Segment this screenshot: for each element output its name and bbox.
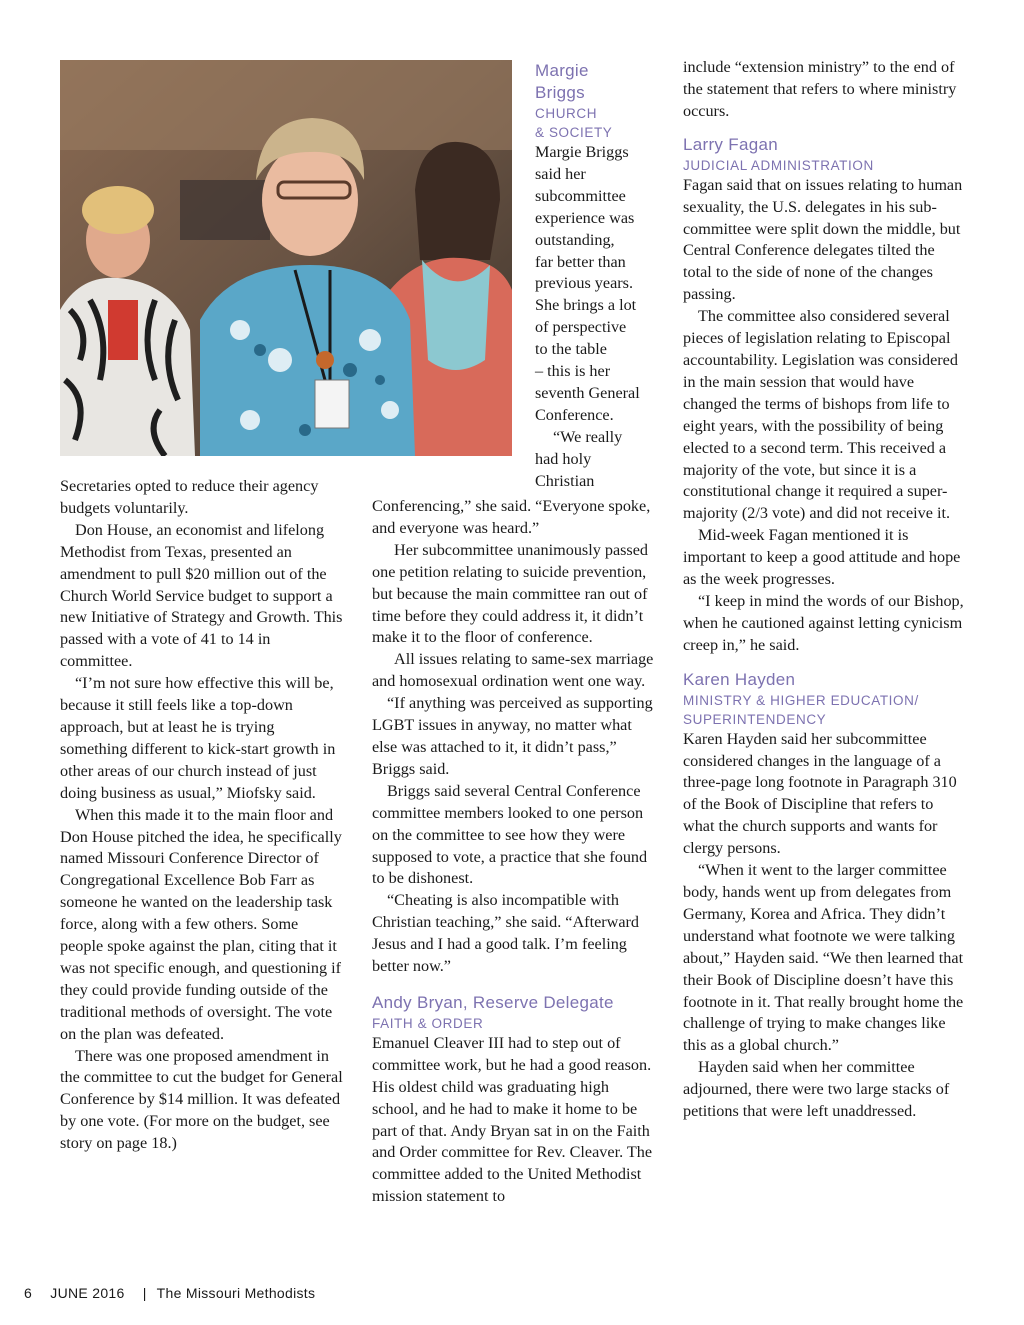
text-line: She brings a lot xyxy=(535,296,637,315)
page-footer xyxy=(24,1285,329,1301)
section-subtitle: CHURCH xyxy=(535,106,598,121)
section-name: Briggs xyxy=(535,83,585,102)
article-photo xyxy=(60,60,512,456)
section-subtitle: FAITH & ORDER xyxy=(372,1015,484,1031)
column-1 xyxy=(60,476,344,1155)
paragraph: There was one proposed amendment in the committee to cut the budget for General Conference by $14 million. It was defeated by one vote. (For more on the budget, see story on page 18.) xyxy=(60,1046,343,1153)
text-line: seventh General xyxy=(535,383,640,402)
paragraph: Karen Hayden said her subcommittee considered changes in the language of a three-page long footnote in Paragraph 310 of the Book of Discipline that refers to what the church supports and wants for clergy persons. xyxy=(683,729,957,858)
paragraph: Don House, an economist and lifelong Methodist from Texas, presented an amendment to pull $20 million out of the Church World Service budget to support a new Initiative of Strategy and Growth. This passed with a vote of 41 to 14 in committee. xyxy=(60,520,343,671)
text-line: – this is her xyxy=(535,362,611,381)
text-line: to the table xyxy=(535,340,607,359)
paragraph: include “extension ministry” to the end of the statement that refers to where ministry occurs. xyxy=(683,58,957,120)
section-name: Margie xyxy=(535,61,589,80)
page-number: 6 xyxy=(24,1285,33,1301)
text-line: experience was xyxy=(535,208,635,227)
paragraph: Emanuel Cleaver III had to step out of committee work, but he had a good reason. His oldest child was graduating high school, and he had to make it home to be part of that. Andy Bryan sat in on the Faith and Order committee for Rev. Cleaver. The committee added to the United Methodist mission statement to xyxy=(372,1033,653,1206)
section-name: Karen Hayden xyxy=(683,669,796,689)
text-line: previous years. xyxy=(535,274,633,293)
bryan-section xyxy=(372,992,656,1208)
section-name: Andy Bryan, Reserve Delegate xyxy=(372,992,614,1012)
briggs-section-header xyxy=(535,60,661,493)
text-line: said her xyxy=(535,164,586,183)
section-subtitle: MINISTRY & HIGHER EDUCATION/ xyxy=(683,692,919,708)
text-line: subcommittee xyxy=(535,186,626,205)
publication-name: The Missouri Methodists xyxy=(156,1285,316,1301)
text-line: of perspective xyxy=(535,318,627,337)
paragraph: “If anything was perceived as supporting LGBT issues in anyway, no matter what else was attached to it, it didn’t pass,” Briggs said. xyxy=(372,694,653,778)
paragraph: Hayden said when her committee adjourned, there were two large stacks of petitions that were left unaddressed. xyxy=(683,1058,950,1121)
paragraph: All issues relating to same-sex marriage and homosexual ordination went one way. xyxy=(372,650,654,691)
paragraph: Her subcommittee unanimously passed one petition relating to suicide prevention, but because the main committee ran out of time before they could address it, it didn’t make it to the floor of conference. xyxy=(372,540,649,647)
paragraph: Fagan said that on issues relating to human sexuality, the U.S. delegates in his sub-committee were split down the middle, but Central Conference delegates tilted the total to the side of none of the changes passing. xyxy=(683,175,963,304)
text-line: “We really xyxy=(553,427,623,446)
briggs-narrow-text xyxy=(535,142,661,493)
text-line: Conference. xyxy=(535,405,614,424)
paragraph: Briggs said several Central Conference committee members looked to one person on the committee to see how they were supposed to vote, a practice that she found to be dishonest. xyxy=(372,781,648,888)
paragraph: Conferencing,” she said. “Everyone spoke, and everyone was heard.” xyxy=(372,497,651,537)
paragraph: The committee also considered several pieces of legislation relating to Episcopal accountability. Legislation was considered in the main session that would have changed the terms of bishops from life to eight years, with the possibility of being elected to a second term. This received a majority of the vote, but since it is a constitutional change it required a super-majority (2/3 vote) and did not receive it. xyxy=(683,307,958,523)
paragraph: When this made it to the main floor and Don House pitched the idea, he specifically named Missouri Conference Director of Congregational Excellence Bob Farr as someone he wanted on the leadership task force, along with a few others. Some people spoke against the plan, citing that it was not specific enough, and questioning if they could provide funding outside of the traditional methods of oversight. The vote on the plan was defeated. xyxy=(60,805,342,1043)
paragraph: “Cheating is also incompatible with Christian teaching,” she said. “Afterward Jesus and I had a good talk. I’m feeling better now.” xyxy=(372,891,639,976)
text-line: outstanding, xyxy=(535,230,615,249)
section-subtitle: JUDICIAL ADMINISTRATION xyxy=(683,157,874,173)
fagan-section xyxy=(683,134,965,657)
column-3 xyxy=(683,57,965,1123)
text-line: Margie Briggs xyxy=(535,143,629,161)
text-line: Christian xyxy=(535,471,595,490)
paragraph: “When it went to the larger committee body, hands went up from delegates from Germany, Korea and Africa. They didn’t understand what footnote we were talking about,” Hayden said. “We then learned that their Book of Discipline doesn’t have this footnote in it. That really brought home the challenge of trying to make changes like this as a global church.” xyxy=(683,861,964,1055)
column-2 xyxy=(372,496,656,1208)
photo-three-women xyxy=(60,60,512,456)
text-line: far better than xyxy=(535,252,626,271)
footer-separator: | xyxy=(142,1285,147,1301)
issue-date: JUNE 2016 xyxy=(50,1285,125,1301)
paragraph: “I’m not sure how effective this will be, because it still feels like a top-down approach, but at least he is trying something different to kick-start growth in other areas of our church instead of just doing business as usual,” Miofsky said. xyxy=(60,674,336,802)
text-line: had holy xyxy=(535,449,592,468)
section-subtitle: & SOCIETY xyxy=(535,125,613,140)
section-name: Larry Fagan xyxy=(683,134,778,154)
section-subtitle: SUPERINTENDENCY xyxy=(683,711,827,727)
paragraph: Mid-week Fagan mentioned it is important to keep a good attitude and hope as the week progresses. xyxy=(683,526,961,589)
hayden-section xyxy=(683,669,965,1123)
paragraph: “I keep in mind the words of our Bishop, when he cautioned against letting cynicism creep in,” he said. xyxy=(683,591,964,654)
paragraph: Secretaries opted to reduce their agency budgets voluntarily. xyxy=(60,477,319,517)
